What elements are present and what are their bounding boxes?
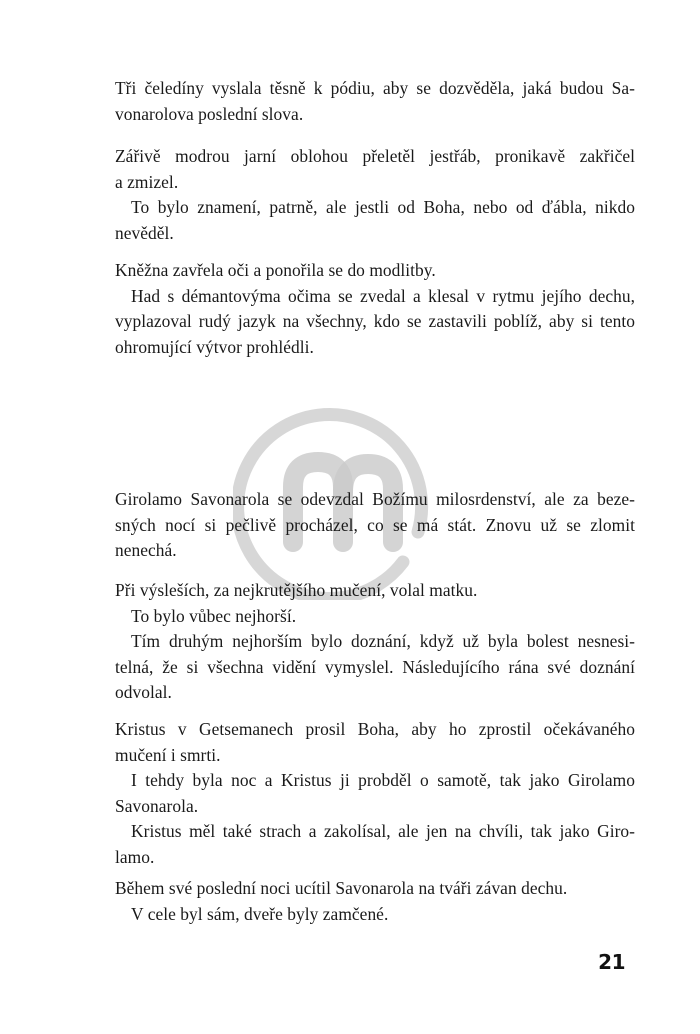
paragraph-5 bbox=[115, 578, 635, 706]
text-line: V cele byl sám, dveře byly zamčené. bbox=[131, 903, 389, 924]
paragraph-6 bbox=[115, 717, 635, 870]
text-line: Při výsleších, za nejkrutějšího mučení, volal matku. bbox=[115, 580, 478, 600]
text-line: telná, že si všechna vidění vymyslel. Následujícího rána své doznání bbox=[115, 656, 635, 677]
text-line: Kristus v Getsemanech prosil Boha, aby ho zprostil očekávaného bbox=[115, 719, 635, 739]
paragraph-7 bbox=[115, 876, 635, 927]
paragraph-4 bbox=[115, 487, 635, 564]
text-line: Savonarola. bbox=[115, 795, 199, 816]
text-line: To bylo vůbec nejhorší. bbox=[131, 605, 297, 626]
text-line: Kněžna zavřela oči a ponořila se do modlitby. bbox=[115, 260, 436, 280]
text-line: Had s démantovýma očima se zvedal a klesal v rytmu jejího dechu, bbox=[131, 285, 635, 306]
text-line: To bylo znamení, patrně, ale jestli od Boha, nebo od ďábla, nikdo bbox=[131, 197, 635, 217]
text-line: odvolal. bbox=[115, 682, 172, 702]
text-line: Girolamo Savonarola se odevzdal Božímu milosrdenství, ale za beze- bbox=[115, 489, 635, 509]
text-line: nenechá. bbox=[115, 540, 177, 560]
paragraph-3 bbox=[115, 258, 635, 360]
page-number: 21 bbox=[598, 950, 625, 974]
text-line: ohromující výtvor prohlédli. bbox=[115, 336, 314, 357]
text-line: a zmizel. bbox=[115, 171, 179, 192]
text-line: nevěděl. bbox=[115, 222, 174, 243]
paragraph-2 bbox=[115, 144, 635, 246]
text-line: Kristus měl také strach a zakolísal, ale jen na chvíli, tak jako Giro- bbox=[131, 821, 635, 841]
text-line: Tři čeledíny vyslala těsně k pódiu, aby se dozvěděla, jaká budou Sa- bbox=[115, 78, 635, 98]
text-line: I tehdy byla noc a Kristus ji probděl o samotě, tak jako Girolamo bbox=[131, 770, 635, 790]
text-line: mučení i smrti. bbox=[115, 744, 221, 765]
paragraph-1 bbox=[115, 76, 635, 127]
text-line: vonarolova poslední slova. bbox=[115, 103, 304, 124]
text-line: vyplazoval rudý jazyk na všechny, kdo se zastavili poblíž, aby si tento bbox=[115, 311, 635, 331]
text-line: sných nocí si pečlivě procházel, co se má stát. Znovu už se zlomit bbox=[115, 514, 635, 535]
text-line: Během své poslední noci ucítil Savonarola na tváři závan dechu. bbox=[115, 878, 568, 898]
text-line: Tím druhým nejhorším bylo doznání, když už byla bolest nesnesi- bbox=[131, 631, 635, 651]
text-line: Zářivě modrou jarní oblohou přeletěl jestřáb, pronikavě zakřičel bbox=[115, 146, 635, 166]
text-line: lamo. bbox=[115, 846, 155, 867]
